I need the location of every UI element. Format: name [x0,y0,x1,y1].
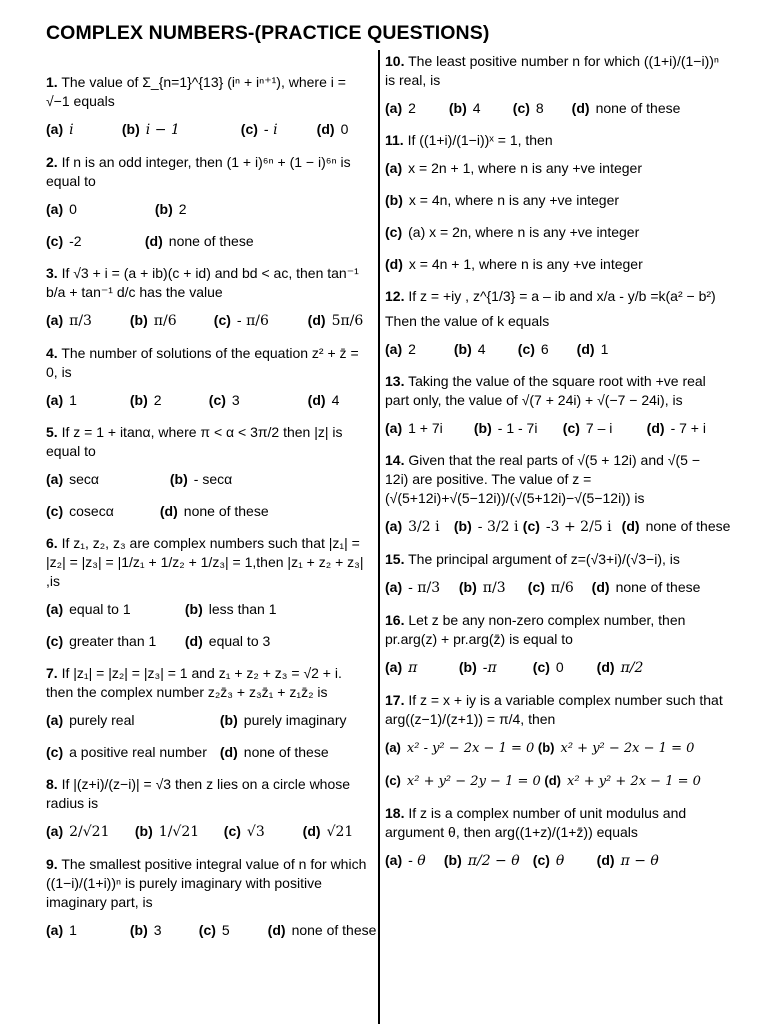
option-label: (b) [458,579,477,595]
column-divider [378,50,380,1024]
answer-option: (a) 1 + 7i [385,420,443,436]
answer-options: (a) x² - y² − 2x − 1 = 0 (b) x² + y² − 2x − 1 = 0 [385,740,695,756]
question-number: 4. [46,345,58,361]
option-label: (b) [453,518,472,534]
question-17 [385,691,725,791]
option-label: (c) [512,100,530,116]
answer-option: (a) 3/2 i [385,518,440,535]
page-title: COMPLEX NUMBERS-(PRACTICE QUESTIONS) [46,22,490,44]
option-label: (c) [532,659,550,675]
answer-options [46,470,372,489]
answer-option: (d) none of these [144,233,254,249]
answer-option: (b) - 3/2 i [453,518,519,535]
answer-option: (b) purely imaginary [219,712,347,728]
option-label: (a) [385,420,403,436]
question-14 [385,451,731,537]
answer-option: (c) π/6 [527,579,574,596]
answer-option: (c) - π/6 [213,312,269,329]
question-1 [46,73,372,140]
answer-option: (a) 1 [46,922,77,938]
option-label: (a) [46,392,64,408]
answer-options: (d) x = 4n + 1, where n is any +ve integer [385,256,643,272]
option-label: (a) [385,341,403,357]
option-label: (b) [537,740,555,755]
answer-option: (c) 3 [208,392,240,408]
option-label: (c) [46,744,64,760]
question-15 [385,550,725,598]
question-number: 9. [46,856,58,872]
answer-options [46,743,372,762]
option-label: (a) [385,160,403,176]
option-label: (c) [385,224,403,240]
question-number: 14. [385,452,405,468]
answer-option: (c) -3 + 2/5 i [522,518,612,535]
answer-option: (b) i − 1 [121,121,180,138]
question-text: If |z₁| = |z₂| = |z₃| = 1 and z₁ + z₂ + z₃ = √2 + i. then the complex number z₂z̄₃ + z₃z̄₁ + z₁z̄₂ is [46,665,342,700]
answer-option: (d) none of these [591,579,701,595]
answer-option: (b) π/3 [458,579,506,596]
option-label: (b) [443,852,462,868]
answer-option: (c) a positive real number [46,744,207,760]
option-label: (d) [385,256,403,272]
answer-option: (d) none of these [219,744,329,760]
question-number: 6. [46,535,58,551]
question-7 [46,664,372,762]
answer-options [46,502,372,521]
question-text: If z is a complex number of unit modulus and argument θ, then arg((1+z)/(1+z̄)) equals [385,805,687,840]
option-label: (c) [213,312,231,328]
answer-option: (c) 8 [512,100,544,116]
answer-option: (a) 1 [46,392,77,408]
option-label: (b) [448,100,467,116]
question-6 [46,534,372,651]
answer-option: (c) cosecα [46,503,114,519]
option-label: (c) [527,579,545,595]
option-label: (a) [385,852,403,868]
answer-options [385,99,725,118]
answer-option: (c) 7 – i [562,420,613,436]
question-number: 18. [385,805,405,821]
question-number: 2. [46,154,58,170]
option-label: (c) [517,341,535,357]
question-text: If z = +iy , z^{1/3} = a – ib and x/a - y/b =k(a² − b²) [408,288,716,304]
option-label: (b) [458,659,477,675]
question-text: If ((1+i)/(1−i))ˣ = 1, then [407,132,553,148]
answer-option: (c) θ [532,852,565,869]
answer-option: (b) -π [458,659,497,676]
answer-options [46,120,372,140]
answer-option: (a) π/3 [46,312,92,329]
question-5 [46,423,372,521]
question-text: The smallest positive integral value of n for which ((1−i)/(1+i))ⁿ is purely imaginary with positive imaginary part, is [46,856,367,910]
option-label: (b) [453,341,472,357]
option-label: (b) [154,201,173,217]
question-text: If √3 + i = (a + ib)(c + id) and bd < ac, then tan⁻¹ b/a + tan⁻¹ d/c has the value [46,265,359,300]
question-3 [46,264,372,331]
option-label: (d) [621,518,640,534]
answer-option: (a) - π/3 [385,579,441,596]
question-13 [385,372,725,438]
answer-option: (d) none of these [621,518,731,534]
option-label: (d) [316,121,335,137]
option-label: (b) [129,392,148,408]
question-9 [46,855,377,940]
question-number: 7. [46,665,58,681]
option-label: (d) [219,744,238,760]
answer-option: (a) - θ [385,852,426,869]
question-number: 8. [46,776,58,792]
option-label: (a) [46,601,64,617]
option-label: (c) [208,392,226,408]
option-label: (d) [646,420,665,436]
question-8 [46,775,372,842]
answer-options: (c) x² + y² − 2y − 1 = 0 (d) x² + y² + 2x − 1 = 0 [385,773,701,789]
option-label: (d) [144,233,163,249]
answer-option: (b) 4 [448,100,481,116]
question-number: 16. [385,612,405,628]
answer-option: (c) 6 [517,341,549,357]
answer-option: (d) none of these [571,100,681,116]
option-label: (c) [46,233,64,249]
option-label: (a) [46,312,64,328]
question-11 [385,131,725,274]
answer-option: (d) π − θ [596,852,659,869]
question-12 [385,287,725,359]
option-label: (b) [219,712,238,728]
answer-option: (c) -2 [46,233,82,249]
answer-option: (a) purely real [46,712,135,728]
question-number: 3. [46,265,58,281]
option-label: (b) [121,121,140,137]
question-subtext: Then the value of k equals [385,313,550,329]
option-label: (a) [385,740,401,755]
answer-options [46,632,372,651]
question-text: The principal argument of z=(√3+i)/(√3−i), is [408,551,680,567]
question-text: Let z be any non-zero complex number, then pr.arg(z) + pr.arg(z̄) is equal to [385,612,686,647]
option-label: (c) [385,773,401,788]
option-label: (b) [134,823,153,839]
question-number: 13. [385,373,405,389]
question-4 [46,344,372,410]
answer-option: (a) i [46,121,74,138]
question-2 [46,153,372,251]
answer-option: (b) π/6 [129,312,177,329]
answer-options: (b) x = 4n, where n is any +ve integer [385,192,620,208]
answer-option: (d) 5π/6 [307,312,364,329]
answer-option: (c) 0 [532,659,564,675]
option-label: (d) [307,312,326,328]
question-number: 12. [385,288,405,304]
answer-options [46,200,372,219]
option-label: (a) [46,471,64,487]
answer-option: (c) 5 [198,922,230,938]
answer-option: (d) none of these [159,503,269,519]
option-label: (c) [198,922,216,938]
option-label: (d) [267,922,286,938]
question-text: The number of solutions of the equation z² + z̄ = 0, is [46,345,359,380]
question-text: If n is an odd integer, then (1 + i)⁶ⁿ + (1 − i)⁶ⁿ is equal to [46,154,351,189]
option-label: (b) [385,192,403,208]
option-label: (a) [385,100,403,116]
answer-option: (d) π/2 [596,659,644,676]
option-label: (c) [46,503,64,519]
answer-option: (d) √21 [302,823,354,840]
question-number: 1. [46,74,58,90]
right-column [385,50,731,884]
answer-options [385,658,725,678]
left-column [46,50,377,953]
answer-option: (c) greater than 1 [46,633,157,649]
question-number: 5. [46,424,58,440]
answer-options [46,391,372,410]
option-label: (a) [46,121,64,137]
answer-options [46,232,372,251]
answer-option: (a) π [385,659,418,676]
option-label: (b) [129,312,148,328]
answer-option: (d) 4 [307,392,340,408]
answer-option: (a) 2/√21 [46,823,110,840]
question-text: The value of Σ_{n=1}^{13} (iⁿ + iⁿ⁺¹), where i = √−1 equals [46,74,346,109]
answer-options [46,600,372,619]
option-label: (b) [129,922,148,938]
option-label: (b) [184,601,203,617]
answer-options [46,921,377,940]
question-text: If z₁, z₂, z₃ are complex numbers such that |z₁| = |z₂| = |z₃| = |1/z₁ + 1/z₂ + 1/z₃| = 1,then |z₁ + z₂ + z₃| ,is [46,535,364,589]
answer-option: (a) 2 [385,341,416,357]
answer-options [46,822,372,842]
option-label: (c) [532,852,550,868]
answer-option: (a) equal to 1 [46,601,131,617]
answer-options [46,311,372,331]
option-label: (a) [385,659,403,675]
option-label: (d) [591,579,610,595]
answer-options [46,711,372,730]
option-label: (c) [522,518,540,534]
answer-option: (b) π/2 − θ [443,852,520,869]
option-label: (d) [596,852,615,868]
answer-options [385,340,725,359]
question-16 [385,611,725,678]
option-label: (c) [223,823,241,839]
answer-options: (c) (a) x = 2n, where n is any +ve integer [385,224,640,240]
option-label: (a) [385,579,403,595]
answer-option: (a) 0 [46,201,77,217]
answer-option: (b) 2 [154,201,187,217]
option-label: (d) [544,773,562,788]
answer-option: (b) less than 1 [184,601,277,617]
answer-option: (a) secα [46,471,100,487]
option-label: (a) [46,201,64,217]
answer-option: (a) 2 [385,100,416,116]
question-number: 17. [385,692,405,708]
question-text: The least positive number n for which ((1+i)/(1−i))ⁿ is real, is [385,53,720,88]
question-text: If z = 1 + itanα, where π < α < 3π/2 then |z| is equal to [46,424,343,459]
answer-option: (d) equal to 3 [184,633,271,649]
option-label: (c) [240,121,258,137]
answer-option: (d) 1 [576,341,609,357]
answer-option: (b) 2 [129,392,162,408]
question-18 [385,804,725,871]
question-number: 15. [385,551,405,567]
option-label: (d) [596,659,615,675]
answer-options [385,851,725,871]
option-label: (d) [302,823,321,839]
answer-options [385,419,725,438]
answer-option: (b) - 1 - 7i [473,420,538,436]
answer-option: (c) √3 [223,823,265,840]
option-label: (c) [46,633,64,649]
option-label: (d) [307,392,326,408]
option-label: (b) [473,420,492,436]
answer-option: (d) - 7 + i [646,420,706,436]
option-label: (a) [46,922,64,938]
option-label: (c) [562,420,580,436]
question-text: If |(z+i)/(z−i)| = √3 then z lies on a circle whose radius is [46,776,351,811]
answer-options: (a) x = 2n + 1, where n is any +ve integer [385,160,642,176]
option-label: (d) [184,633,203,649]
option-label: (a) [385,518,403,534]
answer-option: (d) 0 [316,121,349,137]
option-label: (a) [46,823,64,839]
option-label: (b) [169,471,188,487]
question-number: 11. [385,132,404,148]
question-text: Given that the real parts of √(5 + 12i) and √(5 − 12i) are positive. The value of z = (√(5+12i)+√(5−12i))/(√(5+12i)−√(5−12i)) is [385,452,700,506]
question-number: 10. [385,53,405,69]
answer-option: (b) 4 [453,341,486,357]
answer-option: (b) 3 [129,922,162,938]
option-label: (d) [576,341,595,357]
answer-option: (b) 1/√21 [134,823,200,840]
question-10 [385,52,725,118]
answer-option: (c) - i [240,121,278,138]
option-label: (a) [46,712,64,728]
question-text: Taking the value of the square root with +ve real part only, the value of √(7 + 24i) + √(−7 − 24i), is [385,373,706,408]
question-text: If z = x + iy is a variable complex number such that arg((z−1)/(z+1)) = π/4, then [385,692,723,727]
answer-options [385,578,725,598]
option-label: (d) [159,503,178,519]
option-label: (d) [571,100,590,116]
answer-option: (d) none of these [267,922,377,938]
answer-option: (b) - secα [169,471,233,487]
answer-options [385,517,731,537]
